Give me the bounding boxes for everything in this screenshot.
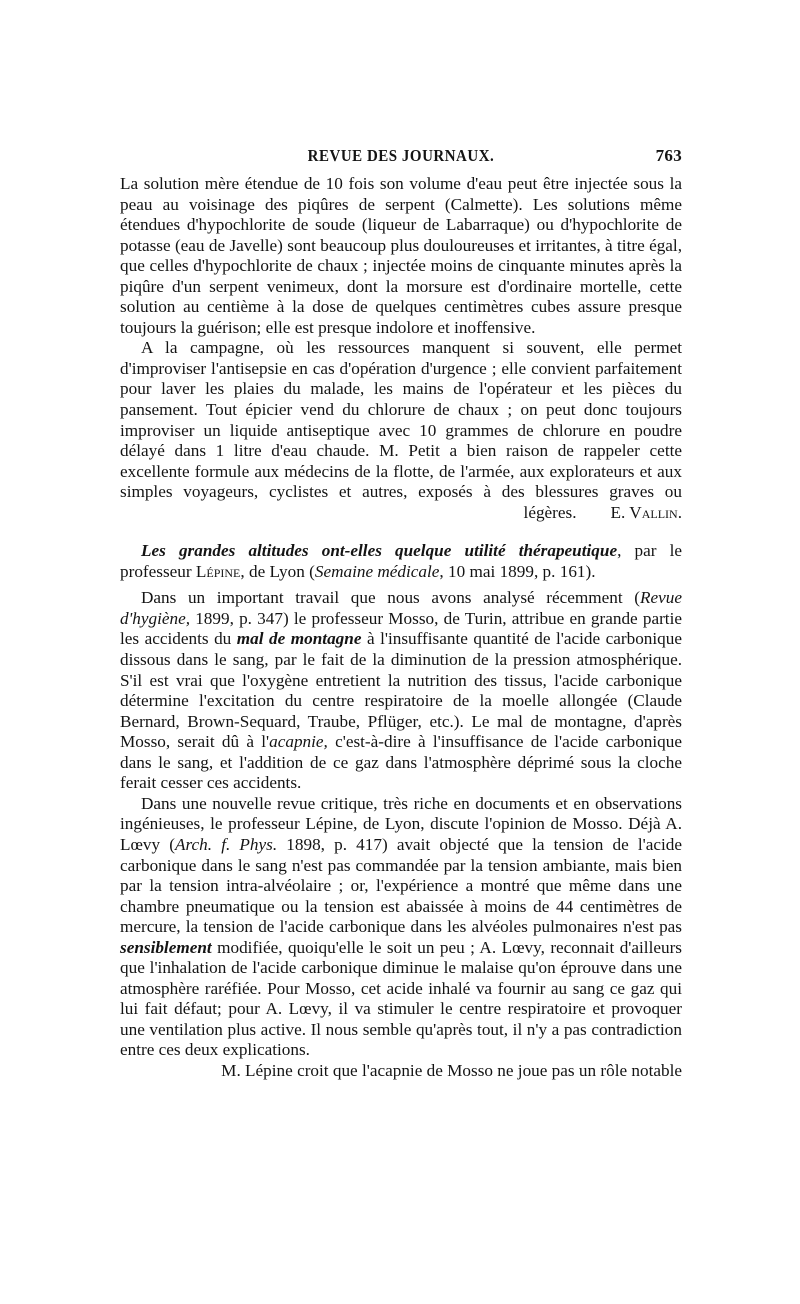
paragraph-text: 1898, p. 417) avait objecté que la tension de l'acide carbonique dans le sang n'est pas commandée par la tension ambiante, mais bien par la tension intra-alvéolaire ; or, l'expérience a montré que même dans une chambre pneumatique ou la tension est abaissée à moins de 44 centimètres de mercure, la tension de l'acide carbonique dans les alvéoles pulmonaires n'est pas [120, 834, 682, 937]
journal-page [120, 146, 682, 1266]
article-heading [120, 541, 682, 582]
paragraph-text: à l'insuffisante quantité de l'acide carbonique dissous dans le sang, par le fait de la diminution de la pression atmosphérique. S'il est vrai que l'oxygène entretient la nutrition des tissus, l'acide carbonique détermine l'excitation du centre respiratoire de la moelle allongée (Claude Bernard, Brown-Sequard, Traube, Pflüger, etc.). Le mal de montagne, d'après Mosso, serait dû à l' [120, 629, 682, 752]
paragraph-text: Dans un important travail que nous avons analysé récemment ( [141, 588, 641, 608]
running-title: REVUE DES JOURNAUX. [307, 146, 495, 165]
journal-reference: Revue d'hygiène, [120, 588, 682, 628]
author-name: Lépine [195, 561, 241, 581]
running-header [120, 146, 682, 174]
paragraph [120, 794, 682, 1061]
paragraph [120, 338, 682, 523]
paragraph [120, 588, 682, 793]
section-gap [120, 523, 682, 541]
paragraph: La solution mère étendue de 10 fois son volume d'eau peut être injectée sous la peau au voisinage des piqûres de serpent (Calmette). Les solutions même étendues d'hypochlorite de soude (liqueur de Labarraque) ou d'hypochlorite de potasse (eau de Javelle) sont beaucoup plus douloureuses et irritantes, à titre égal, que celles d'hypochlorite de chaux ; injectée moins de cinquante minutes après la piqûre d'un serpent venimeux, dont la morsure est d'ordinaire mortelle, cette solution au centième à la dose de quelques centimètres cubes assure presque toujours la guérison; elle est presque indolore et inoffensive. [120, 174, 682, 337]
paragraph-text: 1899, p. 347) le professeur Mosso, de Turin, attribue en grande partie les accidents du [120, 608, 682, 649]
emphasized-term: acapnie, [269, 732, 328, 752]
emphasized-term: sensiblement [120, 937, 212, 957]
paragraph: M. Lépine croit que l'acapnie de Mosso ne joue pas un rôle notable [221, 1060, 682, 1080]
paragraph-text: Dans une nouvelle revue critique, très riche en documents et en observations ingénieuses, le professeur Lépine, de Lyon, discute l'opinion de Mosso. Déjà A. Lœvy ( [120, 793, 682, 854]
journal-reference: Arch. f. Phys. [174, 834, 278, 854]
heading-text: , 10 mai 1899, p. 161). [439, 561, 596, 581]
emphasized-term: mal de montagne [236, 629, 362, 649]
journal-name: Semaine médicale [314, 561, 440, 581]
paragraph-text: A la campagne, où les ressources manquent si souvent, elle permet d'improviser l'antisepsie en cas d'opération d'urgence ; elle convient parfaitement pour laver les plaies du malade, les mains de l'opérateur et les pièces du pansement. Tout épicier vend du chlorure de chaux ; on peut donc toujours improviser un liquide antiseptique avec 10 grammes de chlorure en poudre délayé dans 1 litre d'eau chaude. M. Petit a bien raison de rappeler cette excellente formule aux médecins de la flotte, de l'armée, aux explorateurs et aux simples voyageurs, cyclistes et autres, exposés à des blessures graves ou légères. [120, 338, 682, 522]
page-number: 763 [655, 146, 682, 165]
paragraph-text: modifiée, quoiqu'elle le soit un peu ; A. Lœvy, reconnait d'ailleurs que l'inhalation de l'acide carbonique diminue le malaise qu'on éprouve dans une atmosphère raréfiée. Pour Mosso, cet acide inhalé va fournir au sang ce gaz qui lui fait défaut; pour A. Lœvy, il va stimuler le centre respiratoire et provoquer une ventilation plus active. Il nous semble qu'après tout, il n'y a pas contradiction entre ces deux explications. [120, 937, 682, 1060]
heading-text: , par le professeur [120, 541, 683, 581]
article-title: Les grandes altitudes ont-elles quelque utilité thérapeutique [141, 541, 618, 561]
paragraph-text: c'est-à-dire à l'insuffisance de l'acide carbonique dans le sang, et l'addition de ce gaz dans l'atmosphère déprimé sous la cloche ferait cesser ces accidents. [120, 732, 682, 793]
author-signature: E. Vallin. [610, 502, 682, 522]
heading-text: , de Lyon ( [240, 561, 315, 581]
